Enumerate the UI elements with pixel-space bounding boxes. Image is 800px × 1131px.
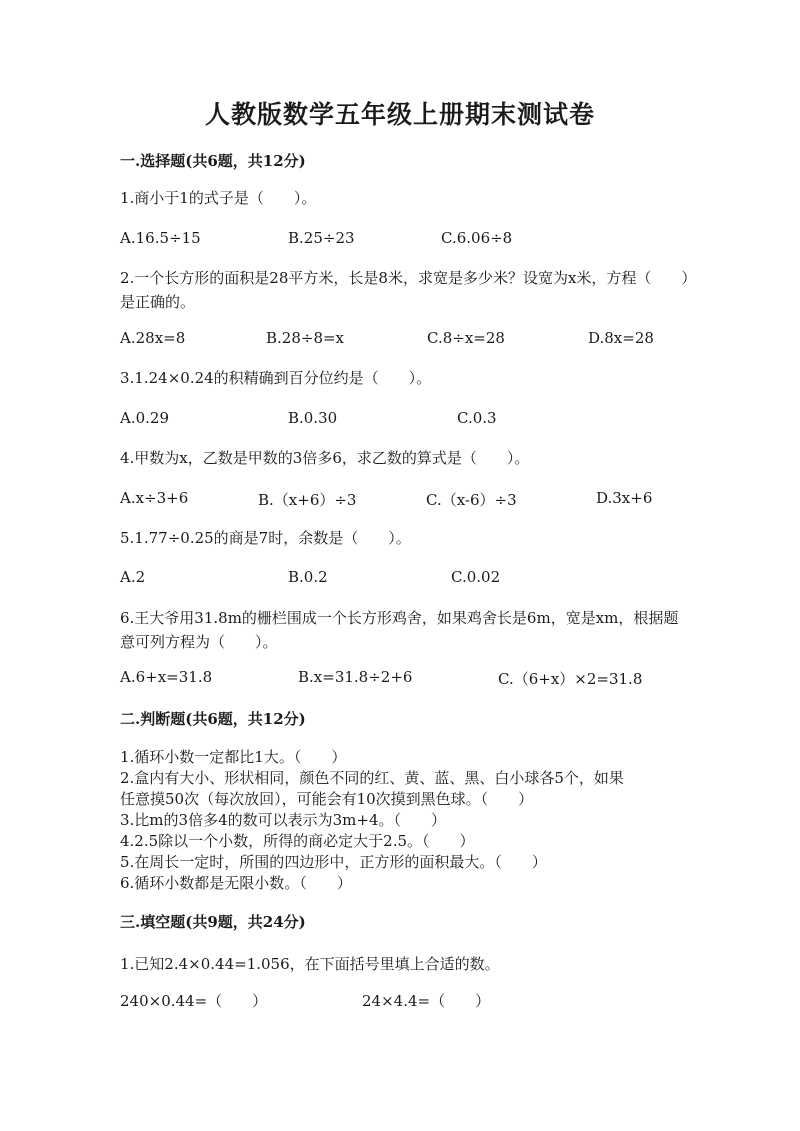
choice-option: B.25÷23 [288, 229, 355, 247]
choice-option: C.8÷x=28 [427, 329, 505, 347]
fill-question-1: 1.已知2.4×0.44=1.056，在下面括号里填上合适的数。 [120, 955, 500, 973]
choice-option: A.16.5÷15 [120, 229, 201, 247]
section-heading-judge: 二.判断题(共6题，共12分) [120, 710, 306, 728]
choice-option: A.28x=8 [120, 329, 186, 347]
choice-question-6: 6.王大爷用31.8m的栅栏围成一个长方形鸡舍，如果鸡舍长是6m，宽是xm，根据题意可列方程为（ ）。 [120, 609, 679, 651]
choice-question-1: 1.商小于1的式子是（ ）。 [120, 189, 317, 207]
choice-option: A.x÷3+6 [120, 489, 189, 507]
choice-option: A.0.29 [120, 409, 169, 427]
judge-line: 3.比m的3倍多4的数可以表示为3m+4。（ ） [120, 811, 447, 829]
judge-line: 5.在周长一定时，所围的四边形中，正方形的面积最大。（ ） [120, 853, 547, 871]
judge-line: 任意摸50次（每次放回），可能会有10次摸到黑色球。（ ） [120, 790, 534, 808]
choice-option: B.x=31.8÷2+6 [298, 668, 413, 686]
fill-item: 24×4.4=（ ） [362, 992, 491, 1010]
choice-question-3: 3.1.24×0.24的积精确到百分位约是（ ）。 [120, 369, 432, 387]
fill-item: 240×0.44=（ ） [120, 992, 268, 1010]
choice-option: D.3x+6 [596, 489, 653, 507]
judge-line: 6.循环小数都是无限小数。（ ） [120, 874, 352, 892]
choice-option: B.0.30 [288, 409, 338, 427]
choice-option: A.6+x=31.8 [120, 668, 213, 686]
choice-question-2: 2.一个长方形的面积是28平方米，长是8米，求宽是多少米？设宽为x米，方程（ ）是正确的。 [120, 269, 689, 311]
choice-option: C.6.06÷8 [441, 229, 513, 247]
judge-line: 2.盒内有大小、形状相同，颜色不同的红、黄、蓝、黑、白小球各5个，如果 [120, 769, 624, 787]
section-heading-choice: 一.选择题(共6题，共12分) [120, 152, 306, 170]
choice-option: B.（x+6）÷3 [258, 491, 357, 509]
page-title: 人教版数学五年级上册期末测试卷 [204, 100, 595, 129]
choice-question-4: 4.甲数为x，乙数是甲数的3倍多6，求乙数的算式是（ ）。 [120, 449, 530, 467]
judge-line: 1.循环小数一定都比1大。（ ） [120, 748, 347, 766]
choice-option: B.28÷8=x [266, 329, 345, 347]
choice-question-5: 5.1.77÷0.25的商是7时，余数是（ ）。 [120, 529, 411, 547]
choice-option: C.0.3 [457, 409, 497, 427]
section-heading-fill: 三.填空题(共9题，共24分) [120, 913, 306, 931]
choice-option: B.0.2 [288, 568, 328, 586]
choice-option: C.（6+x）×2=31.8 [498, 670, 643, 688]
choice-option: C.（x-6）÷3 [426, 491, 517, 509]
choice-option: C.0.02 [451, 568, 501, 586]
judge-line: 4.2.5除以一个小数，所得的商必定大于2.5。（ ） [120, 832, 475, 850]
choice-option: D.8x=28 [588, 329, 654, 347]
choice-option: A.2 [120, 568, 146, 586]
